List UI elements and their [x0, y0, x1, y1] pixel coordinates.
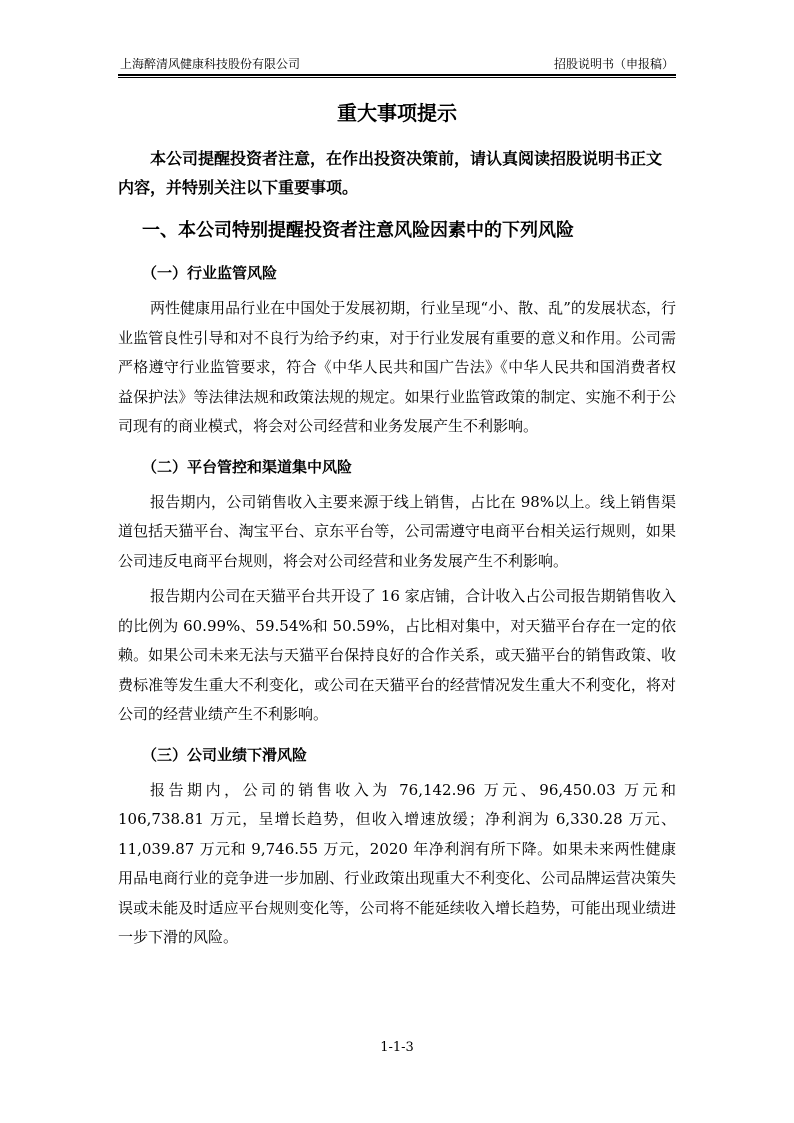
- paragraph-platform-risk-1: 报告期内，公司销售收入主要来源于线上销售，占比在 98%以上。线上销售渠道包括天猫平台、淘宝平台、京东平台等，公司需遵守电商平台相关运行规则，如果公司违反电商平台规则，将会对公司经营和业务发展产生不利影响。: [118, 492, 676, 570]
- paragraph-platform-risk-2: 报告期内公司在天猫平台共开设了 16 家店铺，合计收入占公司报告期销售收入的比例为 60.99%、59.54%和 50.59%，占比相对集中，对天猫平台存在一定的依赖。如果公司未来无法与天猫平台保持良好的合作关系，或天猫平台的销售政策、收费标准等发生重大不利变化，或公司在天猫平台的经营情况发生重大不利变化，将对公司的经营业绩产生不利影响。: [118, 587, 676, 723]
- header-document-type: 招股说明书（申报稿）: [553, 57, 674, 71]
- investor-notice: 本公司提醒投资者注意，在作出投资决策前，请认真阅读招股说明书正文内容，并特别关注以下重要事项。: [118, 149, 663, 197]
- header-rule-thin: [118, 77, 676, 78]
- header-rule-thick: [118, 74, 676, 76]
- paragraph-regulation-risk: 两性健康用品行业在中国处于发展初期，行业呈现“小、散、乱”的发展状态，行业监管良性引导和对不良行为给予约束，对于行业发展有重要的意义和作用。公司需严格遵守行业监管要求，符合《中华人民共和国广告法》《中华人民共和国消费者权益保护法》等法律法规和政策法规的规定。如果行业监管政策的制定、实施不利于公司现有的商业模式，将会对公司经营和业务发展产生不利影响。: [118, 299, 676, 435]
- header-company-name: 上海醉清风健康科技股份有限公司: [120, 57, 301, 71]
- section-heading-risks: 一、本公司特别提醒投资者注意风险因素中的下列风险: [142, 220, 574, 241]
- page-title: 重大事项提示: [337, 101, 457, 125]
- paragraph-performance-risk: 报告期内，公司的销售收入为 76,142.96 万元、96,450.03 万元和 106,738.81 万元，呈增长趋势，但收入增速放缓；净利润为 6,330.28 万元、11,039.87 万元和 9,746.55 万元，2020 年净利润有所下降。如果未来两性健康用品电商行业的竞争进一步加剧、行业政策出现重大不利变化、公司品牌运营决策失误或未能及时适应平台规则变化等，公司将不能延续收入增长趋势，可能出现业绩进一步下滑的风险。: [118, 780, 676, 946]
- subsection-heading-regulation: （一）行业监管风险: [142, 264, 278, 282]
- subsection-heading-performance: （三）公司业绩下滑风险: [142, 745, 308, 764]
- page-content: [118, 92, 676, 953]
- page-header: [118, 54, 676, 74]
- subsection-heading-platform: （二）平台管控和渠道集中风险: [142, 457, 353, 476]
- page-number: 1-1-3: [380, 1040, 414, 1055]
